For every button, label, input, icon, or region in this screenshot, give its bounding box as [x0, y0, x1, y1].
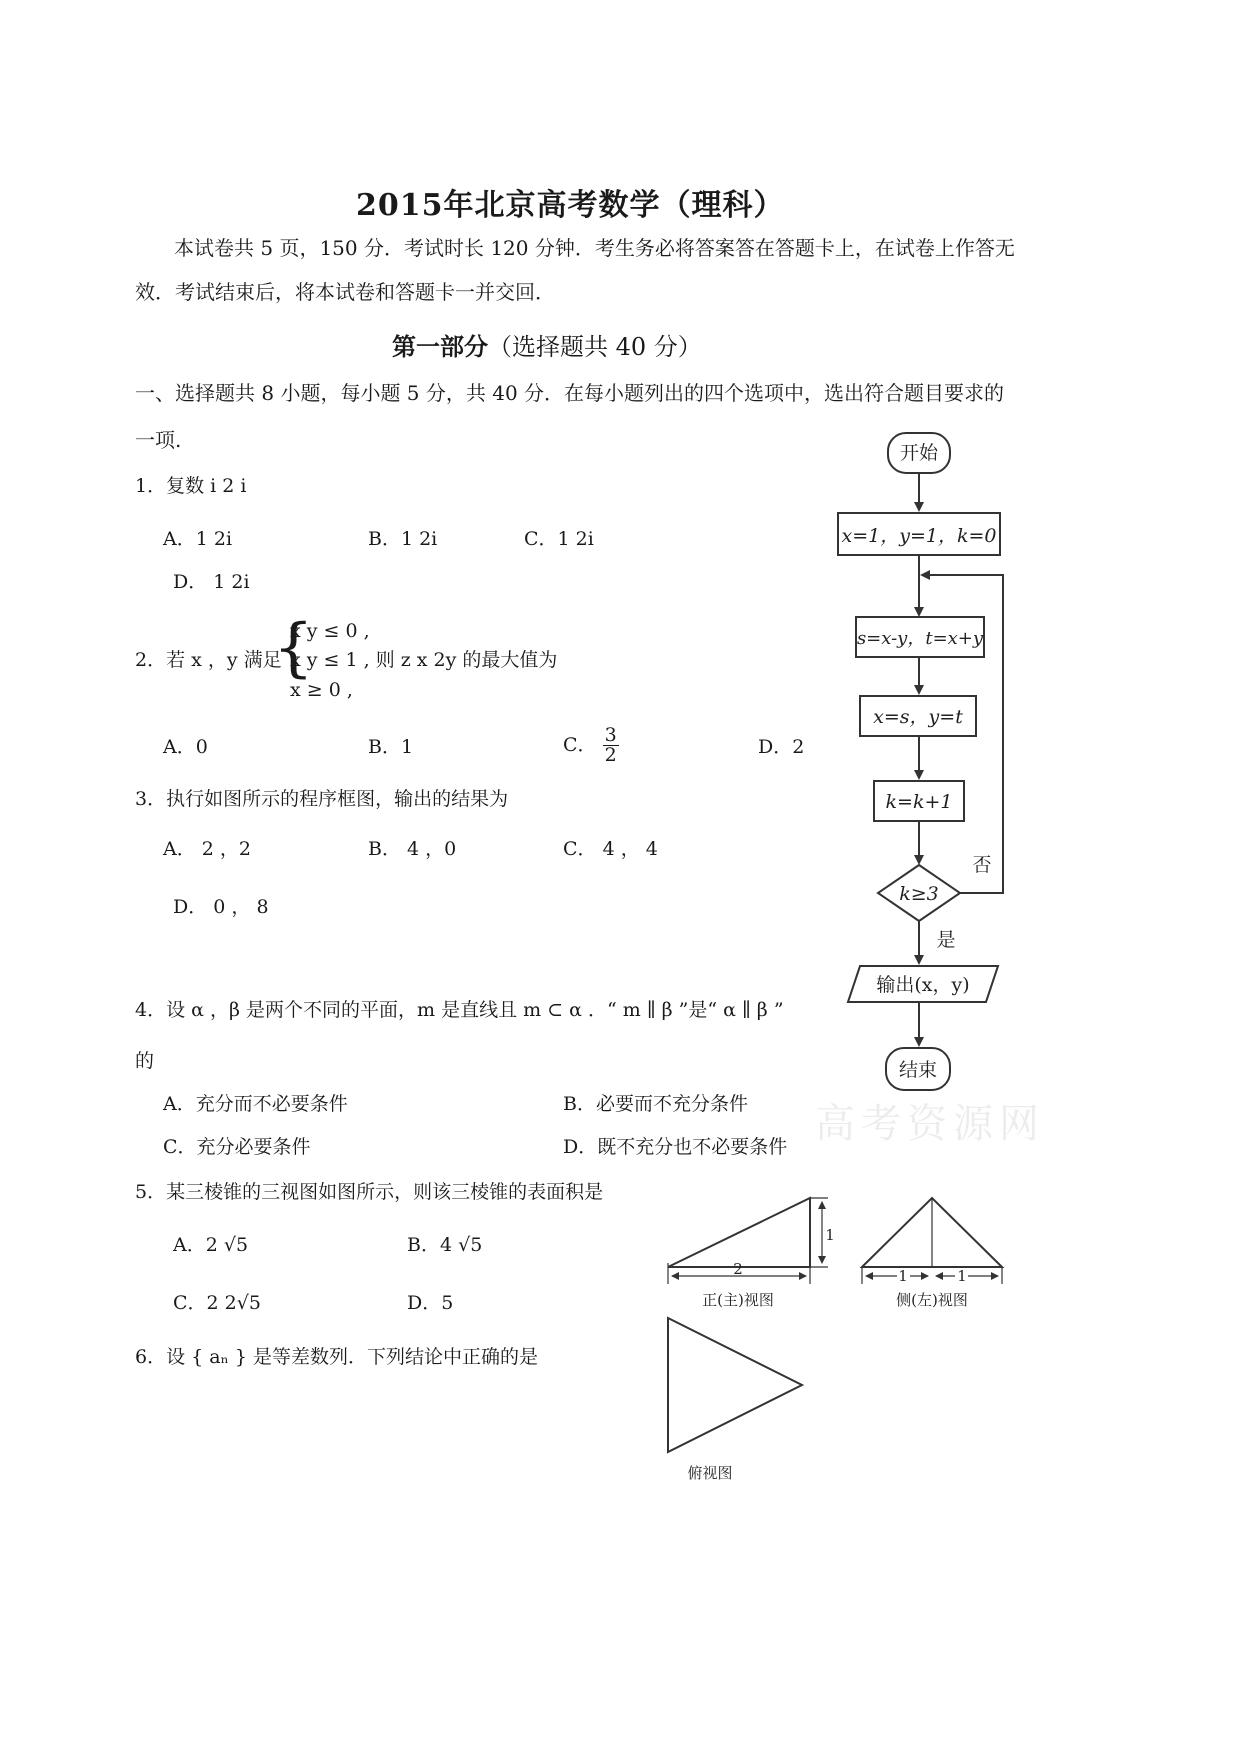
- flowchart: [830, 425, 1030, 1105]
- intro-line-1: 本试卷共 5 页，150 分．考试时长 120 分钟．考生务必将答案答在答题卡上，在试卷上作答无: [174, 236, 1015, 260]
- question-4-option-b: B．必要而不充分条件: [563, 1093, 748, 1115]
- constraint-line-3: x ≥ 0 ,: [290, 679, 353, 701]
- fraction-numerator: 3: [604, 724, 617, 746]
- section-heading-note: （选择题共 40 分）: [488, 333, 702, 361]
- question-6-stem: 6．设 { aₙ } 是等差数列．下列结论中正确的是: [135, 1346, 538, 1368]
- question-4-stem-line-1: 4．设 α ，β 是两个不同的平面，m 是直线且 m ⊂ α ．“ m ∥ β ”是“ α ∥ β ”: [135, 999, 784, 1021]
- fraction-denominator: 2: [604, 744, 617, 766]
- intro-line-2: 效．考试结束后，将本试卷和答题卡一并交回．: [135, 280, 555, 304]
- question-1-option-c: C．1 2i: [524, 528, 594, 550]
- question-3-option-c: C． 4 ， 4: [563, 838, 658, 860]
- flowchart-step1-text: s=x-y，t=x+y: [856, 628, 984, 649]
- constraint-brace: {: [273, 611, 314, 685]
- flowchart-output-text: 输出(x，y): [876, 974, 970, 996]
- flowchart-loop-line: [922, 575, 1003, 893]
- flowchart-condition-text: k≥3: [899, 883, 939, 905]
- question-4-stem-line-2: 的: [135, 1050, 155, 1072]
- front-view-label: 正(主)视图: [702, 1291, 774, 1309]
- question-4-option-a: A．充分而不必要条件: [163, 1093, 348, 1115]
- watermark: 高考资源网: [815, 1101, 1045, 1147]
- front-height-label: 1: [825, 1226, 835, 1244]
- constraint-line-2: x y ≤ 1 , 则 z x 2y 的最大值为: [290, 649, 558, 671]
- question-1-option-a: A．1 2i: [163, 528, 233, 550]
- question-2-option-a: A．0: [163, 736, 208, 758]
- question-1-stem: 1．复数 i 2 i: [135, 475, 247, 497]
- flowchart-step3-text: k=k+1: [885, 791, 953, 813]
- question-5-option-d: D．5: [407, 1292, 454, 1314]
- section-heading-main: 第一部分: [392, 332, 488, 361]
- question-5-option-b: B．4 √5: [407, 1234, 483, 1256]
- flowchart-end-text: 结束: [898, 1059, 938, 1081]
- question-2-option-b: B．1: [368, 736, 414, 758]
- question-4-option-d: D．既不充分也不必要条件: [563, 1136, 788, 1158]
- question-1-option-d: D． 1 2i: [173, 571, 250, 593]
- flowchart-start-text: 开始: [899, 442, 939, 464]
- side-right-label: 1: [957, 1267, 967, 1285]
- instructions-line-2: 一项.: [135, 428, 182, 452]
- top-view-triangle: [668, 1318, 802, 1452]
- section-heading: [392, 327, 702, 362]
- front-width-label: 2: [733, 1260, 743, 1278]
- flowchart-no-label: 否: [972, 854, 992, 876]
- question-2-option-c-fraction: [603, 726, 619, 765]
- page-title: 2015年北京高考数学（理科）: [356, 188, 785, 223]
- question-2-option-c: [563, 726, 619, 765]
- question-2-option-d: D．2: [758, 736, 805, 758]
- top-view-label: 俯视图: [687, 1464, 733, 1482]
- question-5-option-c: C．2 2√5: [173, 1292, 261, 1314]
- question-2-option-c-label: C．: [563, 734, 597, 756]
- flowchart-yes-label: 是: [936, 929, 956, 951]
- question-3-stem: 3．执行如图所示的程序框图，输出的结果为: [135, 788, 509, 810]
- question-5-option-a: A．2 √5: [173, 1234, 249, 1256]
- question-3-option-d: D． 0 ， 8: [173, 896, 269, 918]
- flowchart-step2-text: x=s，y=t: [873, 706, 963, 728]
- question-4-option-c: C．充分必要条件: [163, 1136, 311, 1158]
- instructions-line-1: 一、选择题共 8 小题，每小题 5 分，共 40 分．在每小题列出的四个选项中，选出符合题目要求的: [135, 381, 1005, 405]
- front-view-triangle: [668, 1198, 810, 1267]
- question-3-option-a: A． 2 ，2: [163, 838, 251, 860]
- question-3-option-b: B． 4 ，0: [368, 838, 457, 860]
- question-2-stem: 2．若 x ，y 满足: [135, 649, 282, 671]
- question-1-option-b: B．1 2i: [368, 528, 438, 550]
- question-5-stem: 5．某三棱锥的三视图如图所示，则该三棱锥的表面积是: [135, 1181, 604, 1203]
- three-views-figure: [660, 1190, 1020, 1490]
- side-view-label: 侧(左)视图: [896, 1291, 968, 1309]
- flowchart-init-text: x=1，y=1，k=0: [841, 525, 997, 547]
- constraint-line-1: x y ≤ 0 ,: [290, 620, 370, 642]
- side-left-label: 1: [898, 1267, 908, 1285]
